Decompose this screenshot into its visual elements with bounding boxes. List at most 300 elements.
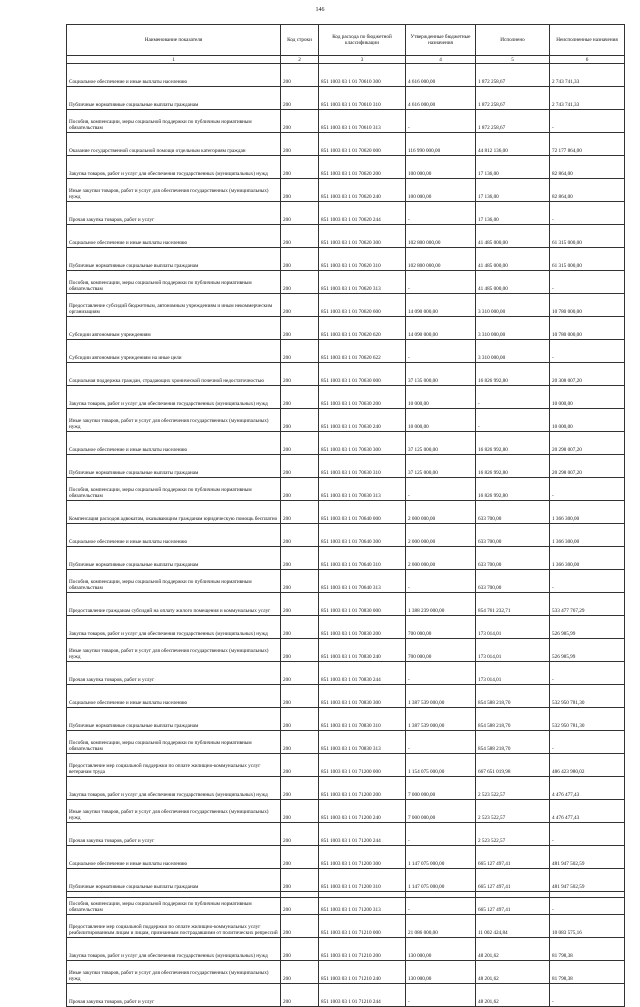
expense-code-cell: 851 1003 03 1 01 70620 244 [319, 202, 406, 225]
line-code-cell: 200 [281, 271, 319, 294]
executed-cell: 633 700,00 [476, 570, 550, 593]
approved-cell: 100 000,00 [406, 179, 476, 202]
expense-code-cell: 851 1003 03 1 01 70640 300 [319, 524, 406, 547]
unexecuted-cell: - [550, 202, 625, 225]
unexecuted-cell: 1 366 300,00 [550, 501, 625, 524]
indicator-name-cell: Социальное обеспечение и иные выплаты населению [67, 846, 281, 869]
indicator-name-cell: Закупка товаров, работ и услуг для обеспечения государственных (муниципальных) нужд [67, 386, 281, 409]
indicator-name-cell: Иные закупки товаров, работ и услуг для обеспечения государственных (муниципальных) нужд [67, 179, 281, 202]
unexecuted-cell: 532 950 781,30 [550, 708, 625, 731]
table-row [67, 225, 625, 248]
unexecuted-cell: 2 743 741,33 [550, 64, 625, 87]
indicator-name-cell: Предоставление мер социальной поддержки по оплате жилищно-коммунальных услуг ветеранам труда [67, 754, 281, 777]
indicator-name-cell: Публичные нормативные социальные выплаты гражданам [67, 708, 281, 731]
table-row [67, 892, 625, 915]
header-row [67, 25, 625, 56]
indicator-name-cell: Пособия, компенсации, меры социальной поддержки по публичным нормативным обязательствам [67, 731, 281, 754]
executed-cell: 1 872 258,67 [476, 110, 550, 133]
line-code-cell: 200 [281, 616, 319, 639]
indicator-name-cell: Публичные нормативные социальные выплаты гражданам [67, 869, 281, 892]
unexecuted-cell: 532 950 781,30 [550, 685, 625, 708]
line-code-cell: 200 [281, 800, 319, 823]
indicator-name-cell: Субсидии автономным учреждениям на иные цели [67, 340, 281, 363]
unexecuted-cell: 20 298 007,20 [550, 432, 625, 455]
line-code-cell: 200 [281, 938, 319, 961]
executed-cell: 41 485 000,00 [476, 271, 550, 294]
unexecuted-cell: 1 366 300,00 [550, 547, 625, 570]
executed-cell: - [476, 409, 550, 432]
expense-code-cell: 851 1003 03 1 01 70640 310 [319, 547, 406, 570]
executed-cell: 3 310 000,00 [476, 317, 550, 340]
table-row [67, 317, 625, 340]
unexecuted-cell: - [550, 662, 625, 685]
expense-code-cell: 851 1003 03 1 01 71200 000 [319, 754, 406, 777]
page-number: 146 [315, 7, 325, 13]
unexecuted-cell: 481 947 502,59 [550, 846, 625, 869]
line-code-cell: 200 [281, 455, 319, 478]
approved-cell: 116 990 000,00 [406, 133, 476, 156]
expense-code-cell: 851 1003 03 1 01 70620 310 [319, 248, 406, 271]
table-row [67, 179, 625, 202]
executed-cell: 16 826 992,80 [476, 478, 550, 501]
executed-cell: 41 485 000,00 [476, 225, 550, 248]
line-code-cell: 200 [281, 846, 319, 869]
table-row [67, 685, 625, 708]
table-row [67, 294, 625, 317]
expense-code-cell: 851 1003 03 1 01 71200 313 [319, 892, 406, 915]
table-row [67, 754, 625, 777]
table-row [67, 133, 625, 156]
line-code-cell: 200 [281, 570, 319, 593]
approved-cell: - [406, 110, 476, 133]
indicator-name-cell: Пособия, компенсации, меры социальной поддержки по публичным нормативным обязательствам [67, 570, 281, 593]
approved-cell: - [406, 271, 476, 294]
approved-cell: - [406, 892, 476, 915]
executed-cell: 16 826 992,80 [476, 363, 550, 386]
executed-cell: 633 700,00 [476, 501, 550, 524]
expense-code-cell: 851 1003 03 1 01 70830 000 [319, 593, 406, 616]
table-row [67, 455, 625, 478]
line-code-cell: 200 [281, 110, 319, 133]
column-number: 1 [67, 56, 281, 64]
executed-cell: 3 310 000,00 [476, 294, 550, 317]
table-row [67, 777, 625, 800]
expense-code-cell: 851 1003 03 1 01 70630 240 [319, 409, 406, 432]
executed-cell: - [476, 386, 550, 409]
line-code-cell: 200 [281, 777, 319, 800]
line-code-cell: 200 [281, 547, 319, 570]
table-row [67, 110, 625, 133]
line-code-cell: 200 [281, 317, 319, 340]
indicator-name-cell: Социальное обеспечение и иные выплаты населению [67, 524, 281, 547]
indicator-name-cell: Социальное обеспечение и иные выплаты населению [67, 685, 281, 708]
table-row [67, 478, 625, 501]
expense-code-cell: 851 1003 03 1 01 71200 200 [319, 777, 406, 800]
executed-cell: 1 872 258,67 [476, 87, 550, 110]
expense-code-cell: 851 1003 03 1 01 70620 622 [319, 340, 406, 363]
executed-cell: 11 002 424,84 [476, 915, 550, 938]
unexecuted-cell: - [550, 478, 625, 501]
header-executed: Исполнено [476, 25, 550, 56]
line-code-cell: 200 [281, 432, 319, 455]
expense-code-cell: 851 1003 03 1 01 70620 313 [319, 271, 406, 294]
unexecuted-cell: 10 000,00 [550, 409, 625, 432]
indicator-name-cell: Иные закупки товаров, работ и услуг для обеспечения государственных (муниципальных) нужд [67, 409, 281, 432]
unexecuted-cell: 72 177 864,00 [550, 133, 625, 156]
executed-cell: 633 700,00 [476, 547, 550, 570]
line-code-cell: 200 [281, 225, 319, 248]
table-row [67, 64, 625, 87]
header-expense-code: Код расхода по бюджетной классификации [319, 25, 406, 56]
executed-cell: 17 136,00 [476, 156, 550, 179]
executed-cell: 173 014,01 [476, 639, 550, 662]
approved-cell: 1 147 075 000,00 [406, 869, 476, 892]
line-code-cell: 200 [281, 639, 319, 662]
executed-cell: 41 485 000,00 [476, 248, 550, 271]
line-code-cell: 200 [281, 731, 319, 754]
executed-cell: 173 014,01 [476, 662, 550, 685]
table-row [67, 202, 625, 225]
table-row [67, 662, 625, 685]
executed-cell: 854 588 218,70 [476, 708, 550, 731]
line-code-cell: 200 [281, 685, 319, 708]
approved-cell: - [406, 662, 476, 685]
unexecuted-cell: 10 000,00 [550, 386, 625, 409]
expense-code-cell: 851 1003 03 1 01 70640 000 [319, 501, 406, 524]
indicator-name-cell: Закупка товаров, работ и услуг для обеспечения государственных (муниципальных) нужд [67, 156, 281, 179]
expense-code-cell: 851 1003 03 1 01 70830 310 [319, 708, 406, 731]
table-row [67, 87, 625, 110]
indicator-name-cell: Социальное обеспечение и иные выплаты населению [67, 225, 281, 248]
line-code-cell: 200 [281, 915, 319, 938]
line-code-cell: 200 [281, 202, 319, 225]
approved-cell: - [406, 340, 476, 363]
expense-code-cell: 851 1003 03 1 01 70610 300 [319, 64, 406, 87]
table-row [67, 846, 625, 869]
table-row [67, 524, 625, 547]
table-row [67, 708, 625, 731]
indicator-name-cell: Социальное обеспечение и иные выплаты населению [67, 64, 281, 87]
approved-cell: - [406, 984, 476, 1007]
line-code-cell: 200 [281, 961, 319, 984]
expense-code-cell: 851 1003 03 1 01 71210 000 [319, 915, 406, 938]
unexecuted-cell: 10 780 000,00 [550, 317, 625, 340]
executed-cell: 667 651 019,98 [476, 754, 550, 777]
approved-cell: 1 154 075 000,00 [406, 754, 476, 777]
table-row [67, 271, 625, 294]
indicator-name-cell: Иные закупки товаров, работ и услуг для обеспечения государственных (муниципальных) нужд [67, 639, 281, 662]
table-row [67, 248, 625, 271]
table-row [67, 869, 625, 892]
table-row [67, 823, 625, 846]
approved-cell: 2 000 000,00 [406, 501, 476, 524]
line-code-cell: 200 [281, 156, 319, 179]
expense-code-cell: 851 1003 03 1 01 70830 240 [319, 639, 406, 662]
approved-cell: 2 000 000,00 [406, 524, 476, 547]
budget-execution-table [66, 24, 625, 1007]
expense-code-cell: 851 1003 03 1 01 70610 310 [319, 87, 406, 110]
indicator-name-cell: Публичные нормативные социальные выплаты гражданам [67, 547, 281, 570]
column-number: 3 [319, 56, 406, 64]
unexecuted-cell: 82 864,00 [550, 156, 625, 179]
table-row [67, 570, 625, 593]
indicator-name-cell: Предоставление субсидий бюджетным, автономным учреждениям и иным некоммерческим организациям [67, 294, 281, 317]
executed-cell: 48 201,62 [476, 938, 550, 961]
table-row [67, 731, 625, 754]
indicator-name-cell: Прочая закупка товаров, работ и услуг [67, 823, 281, 846]
executed-cell: 2 523 522,57 [476, 800, 550, 823]
unexecuted-cell: 4 476 477,43 [550, 777, 625, 800]
unexecuted-cell: 20 298 007,20 [550, 455, 625, 478]
header-indicator-name: Наименование показателя [67, 25, 281, 56]
expense-code-cell: 851 1003 03 1 01 71200 240 [319, 800, 406, 823]
unexecuted-cell: 81 798,38 [550, 961, 625, 984]
unexecuted-cell: 526 985,99 [550, 639, 625, 662]
approved-cell: - [406, 478, 476, 501]
line-code-cell: 200 [281, 64, 319, 87]
table-row [67, 547, 625, 570]
approved-cell: 37 125 000,00 [406, 432, 476, 455]
approved-cell: 1 387 539 000,00 [406, 708, 476, 731]
indicator-name-cell: Пособия, компенсации, меры социальной поддержки по публичным нормативным обязательствам [67, 892, 281, 915]
line-code-cell: 200 [281, 340, 319, 363]
unexecuted-cell: 81 798,38 [550, 938, 625, 961]
column-number: 6 [550, 56, 625, 64]
indicator-name-cell: Пособия, компенсации, меры социальной поддержки по публичным нормативным обязательствам [67, 110, 281, 133]
unexecuted-cell: - [550, 892, 625, 915]
unexecuted-cell: - [550, 340, 625, 363]
table-row [67, 800, 625, 823]
executed-cell: 17 136,00 [476, 202, 550, 225]
approved-cell: 700 000,00 [406, 616, 476, 639]
executed-cell: 665 127 497,41 [476, 846, 550, 869]
approved-cell: 14 090 000,00 [406, 294, 476, 317]
approved-cell: - [406, 731, 476, 754]
unexecuted-cell: 10 780 000,00 [550, 294, 625, 317]
unexecuted-cell: 82 864,00 [550, 179, 625, 202]
line-code-cell: 200 [281, 409, 319, 432]
line-code-cell: 200 [281, 386, 319, 409]
approved-cell: 1 387 539 000,00 [406, 685, 476, 708]
expense-code-cell: 851 1003 03 1 01 70620 000 [319, 133, 406, 156]
executed-cell: 48 201,62 [476, 984, 550, 1007]
line-code-cell: 200 [281, 524, 319, 547]
column-number: 4 [406, 56, 476, 64]
approved-cell: - [406, 570, 476, 593]
line-code-cell: 200 [281, 892, 319, 915]
expense-code-cell: 851 1003 03 1 01 71200 310 [319, 869, 406, 892]
approved-cell: 10 000,00 [406, 409, 476, 432]
indicator-name-cell: Предоставление мер социальной поддержки по оплате жилищно-коммунальных услуг реабилитированным лицам и лицам, признанным пострадавшими от политических репрессий [67, 915, 281, 938]
table-row [67, 156, 625, 179]
unexecuted-cell: 61 315 000,00 [550, 248, 625, 271]
line-code-cell: 200 [281, 248, 319, 271]
unexecuted-cell: - [550, 823, 625, 846]
executed-cell: 44 812 136,00 [476, 133, 550, 156]
table-row [67, 938, 625, 961]
indicator-name-cell: Закупка товаров, работ и услуг для обеспечения государственных (муниципальных) нужд [67, 938, 281, 961]
unexecuted-cell: 1 366 300,00 [550, 524, 625, 547]
line-code-cell: 200 [281, 501, 319, 524]
indicator-name-cell: Предоставление гражданам субсидий на оплату жилого помещения и коммунальных услуг [67, 593, 281, 616]
line-code-cell: 200 [281, 823, 319, 846]
indicator-name-cell: Иные закупки товаров, работ и услуг для обеспечения государственных (муниципальных) нужд [67, 961, 281, 984]
column-number: 5 [476, 56, 550, 64]
expense-code-cell: 851 1003 03 1 01 70640 313 [319, 570, 406, 593]
line-code-cell: 200 [281, 179, 319, 202]
executed-cell: 48 201,62 [476, 961, 550, 984]
executed-cell: 854 761 232,71 [476, 593, 550, 616]
approved-cell: 130 000,00 [406, 938, 476, 961]
expense-code-cell: 851 1003 03 1 01 70830 200 [319, 616, 406, 639]
expense-code-cell: 851 1003 03 1 01 70630 000 [319, 363, 406, 386]
unexecuted-cell: - [550, 110, 625, 133]
expense-code-cell: 851 1003 03 1 01 70620 620 [319, 317, 406, 340]
approved-cell: 700 000,00 [406, 639, 476, 662]
indicator-name-cell: Закупка товаров, работ и услуг для обеспечения государственных (муниципальных) нужд [67, 777, 281, 800]
approved-cell: 7 000 000,00 [406, 800, 476, 823]
unexecuted-cell: - [550, 271, 625, 294]
table-row [67, 593, 625, 616]
indicator-name-cell: Субсидии автономным учреждениям [67, 317, 281, 340]
unexecuted-cell: 4 476 477,43 [550, 800, 625, 823]
expense-code-cell: 851 1003 03 1 01 70830 313 [319, 731, 406, 754]
executed-cell: 16 826 992,80 [476, 432, 550, 455]
approved-cell: - [406, 823, 476, 846]
table-row [67, 639, 625, 662]
executed-cell: 17 136,00 [476, 179, 550, 202]
table-row [67, 984, 625, 1007]
executed-cell: 173 014,01 [476, 616, 550, 639]
expense-code-cell: 851 1003 03 1 01 71210 200 [319, 938, 406, 961]
unexecuted-cell: 10 083 575,16 [550, 915, 625, 938]
indicator-name-cell: Социальное обеспечение и иные выплаты населению [67, 432, 281, 455]
column-number-row [67, 56, 625, 64]
line-code-cell: 200 [281, 87, 319, 110]
indicator-name-cell: Публичные нормативные социальные выплаты гражданам [67, 248, 281, 271]
executed-cell: 1 872 258,67 [476, 64, 550, 87]
executed-cell: 2 523 522,57 [476, 823, 550, 846]
executed-cell: 665 127 497,41 [476, 869, 550, 892]
expense-code-cell: 851 1003 03 1 01 70620 600 [319, 294, 406, 317]
expense-code-cell: 851 1003 03 1 01 70610 313 [319, 110, 406, 133]
line-code-cell: 200 [281, 294, 319, 317]
line-code-cell: 200 [281, 593, 319, 616]
expense-code-cell: 851 1003 03 1 01 70630 300 [319, 432, 406, 455]
approved-cell: 14 090 000,00 [406, 317, 476, 340]
expense-code-cell: 851 1003 03 1 01 71210 240 [319, 961, 406, 984]
executed-cell: 665 127 497,41 [476, 892, 550, 915]
approved-cell: 2 000 000,00 [406, 547, 476, 570]
executed-cell: 854 588 218,70 [476, 685, 550, 708]
unexecuted-cell: 526 985,99 [550, 616, 625, 639]
approved-cell: 21 086 000,00 [406, 915, 476, 938]
expense-code-cell: 851 1003 03 1 01 70620 300 [319, 225, 406, 248]
unexecuted-cell: 20 308 007,20 [550, 363, 625, 386]
approved-cell: 4 616 000,00 [406, 87, 476, 110]
page-bottom-rule [66, 897, 624, 898]
table-row [67, 409, 625, 432]
table-row [67, 363, 625, 386]
unexecuted-cell: 486 423 980,02 [550, 754, 625, 777]
table-row [67, 961, 625, 984]
table-row [67, 386, 625, 409]
indicator-name-cell: Прочая закупка товаров, работ и услуг [67, 202, 281, 225]
column-number: 2 [281, 56, 319, 64]
line-code-cell: 200 [281, 363, 319, 386]
expense-code-cell: 851 1003 03 1 01 70630 313 [319, 478, 406, 501]
indicator-name-cell: Пособия, компенсации, меры социальной поддержки по публичным нормативным обязательствам [67, 271, 281, 294]
table-row [67, 340, 625, 363]
executed-cell: 16 826 992,80 [476, 455, 550, 478]
approved-cell: 37 135 000,00 [406, 363, 476, 386]
approved-cell: 100 000,00 [406, 156, 476, 179]
line-code-cell: 200 [281, 984, 319, 1007]
approved-cell: 102 800 000,00 [406, 248, 476, 271]
expense-code-cell: 851 1003 03 1 01 70620 240 [319, 179, 406, 202]
unexecuted-cell: 61 315 000,00 [550, 225, 625, 248]
unexecuted-cell: - [550, 984, 625, 1007]
approved-cell: 1 147 075 000,00 [406, 846, 476, 869]
approved-cell: 4 616 000,00 [406, 64, 476, 87]
header-line-code: Код строки [281, 25, 319, 56]
indicator-name-cell: Прочая закупка товаров, работ и услуг [67, 984, 281, 1007]
executed-cell: 633 700,00 [476, 524, 550, 547]
expense-code-cell: 851 1003 03 1 01 71200 244 [319, 823, 406, 846]
indicator-name-cell: Публичные нормативные социальные выплаты гражданам [67, 87, 281, 110]
approved-cell: 7 000 000,00 [406, 777, 476, 800]
unexecuted-cell: - [550, 570, 625, 593]
header-unexecuted: Неисполненные назначения [550, 25, 625, 56]
executed-cell: 854 588 218,70 [476, 731, 550, 754]
table-row [67, 501, 625, 524]
line-code-cell: 200 [281, 133, 319, 156]
line-code-cell: 200 [281, 662, 319, 685]
expense-code-cell: 851 1003 03 1 01 70830 300 [319, 685, 406, 708]
indicator-name-cell: Прочая закупка товаров, работ и услуг [67, 662, 281, 685]
table-row [67, 616, 625, 639]
approved-cell: 37 125 000,00 [406, 455, 476, 478]
approved-cell: 10 000,00 [406, 386, 476, 409]
indicator-name-cell: Компенсация расходов адвокатам, оказывающим гражданам юридическую помощь бесплатно [67, 501, 281, 524]
unexecuted-cell: - [550, 731, 625, 754]
expense-code-cell: 851 1003 03 1 01 71200 300 [319, 846, 406, 869]
table-row [67, 915, 625, 938]
approved-cell: - [406, 202, 476, 225]
indicator-name-cell: Закупка товаров, работ и услуг для обеспечения государственных (муниципальных) нужд [67, 616, 281, 639]
approved-cell: 102 800 000,00 [406, 225, 476, 248]
header-approved: Утвержденные бюджетные назначения [406, 25, 476, 56]
approved-cell: 130 000,00 [406, 961, 476, 984]
indicator-name-cell: Оказание государственной социальной помощи отдельным категориям граждан [67, 133, 281, 156]
expense-code-cell: 851 1003 03 1 01 71210 244 [319, 984, 406, 1007]
indicator-name-cell: Публичные нормативные социальные выплаты гражданам [67, 455, 281, 478]
line-code-cell: 200 [281, 754, 319, 777]
table-body [67, 64, 625, 1007]
expense-code-cell: 851 1003 03 1 01 70620 200 [319, 156, 406, 179]
expense-code-cell: 851 1003 03 1 01 70630 310 [319, 455, 406, 478]
unexecuted-cell: 533 477 767,29 [550, 593, 625, 616]
table-row [67, 432, 625, 455]
expense-code-cell: 851 1003 03 1 01 70630 200 [319, 386, 406, 409]
indicator-name-cell: Социальная поддержка граждан, страдающих хронической почечной недостаточностью [67, 363, 281, 386]
executed-cell: 2 523 522,57 [476, 777, 550, 800]
line-code-cell: 200 [281, 708, 319, 731]
unexecuted-cell: 2 743 741,33 [550, 87, 625, 110]
line-code-cell: 200 [281, 869, 319, 892]
indicator-name-cell: Пособия, компенсации, меры социальной поддержки по публичным нормативным обязательствам [67, 478, 281, 501]
expense-code-cell: 851 1003 03 1 01 70830 244 [319, 662, 406, 685]
